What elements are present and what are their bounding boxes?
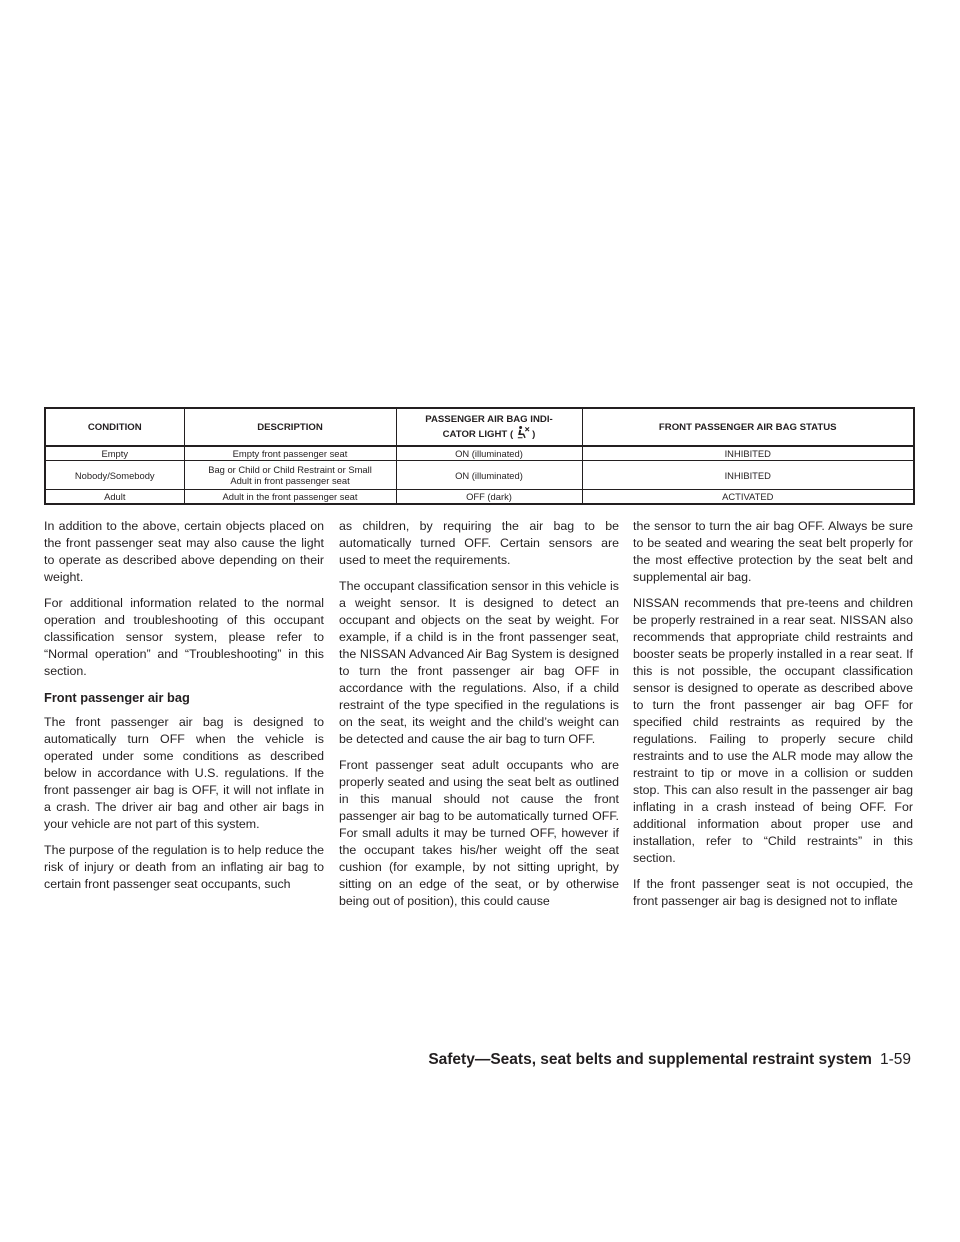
cell-indicator: ON (illuminated): [396, 461, 582, 490]
cell-status: ACTIVATED: [582, 490, 914, 505]
cell-status: INHIBITED: [582, 446, 914, 461]
cell-condition: Adult: [45, 490, 184, 505]
cell-description: Adult in the front passenger seat: [184, 490, 396, 505]
paragraph: as children, by requiring the air bag to be automatically turned OFF. Certain sensors are used to meet the requirements.: [339, 519, 619, 567]
section-heading: Front passenger air bag: [44, 690, 190, 705]
cell-condition: Nobody/Somebody: [45, 461, 184, 490]
airbag-status-table: [44, 407, 915, 505]
header-indicator-line2-prefix: CATOR LIGHT (: [442, 429, 514, 440]
table-row: [45, 461, 914, 490]
table-row: [45, 490, 914, 505]
header-indicator-line1: PASSENGER AIR BAG INDI-: [425, 414, 553, 425]
paragraph: NISSAN recommends that pre-teens and children be properly restrained in a rear seat. NISSAN also recommends that appropriate child restraints and booster seats be properly installed in a rear seat. If this is not possible, the occupant classification sensor is designed to operate as described above to turn the front passenger air bag OFF for specified child restraints as required by the regulations. Failing to properly secure child restraints and to use the ALR mode may allow the restraint to tip or move in a collision or sudden stop. This can also result in the passenger air bag inflating in a crash instead of being OFF. For additional information about proper use and installation, refer to “Child restraints” in this section.: [633, 596, 913, 865]
cell-indicator: ON (illuminated): [396, 446, 582, 461]
cell-status: INHIBITED: [582, 461, 914, 490]
cell-description: Empty front passenger seat: [184, 446, 396, 461]
header-description: DESCRIPTION: [184, 408, 396, 446]
paragraph: the sensor to turn the air bag OFF. Always be sure to be seated and wearing the seat belt properly for the most effective protection by the seat belt and supplemental air bag.: [633, 519, 913, 584]
paragraph: Front passenger seat adult occupants who are properly seated and using the seat belt as outlined in this manual should not cause the front passenger air bag to be automatically turned OFF. For small adults it may be turned OFF, however if the occupant takes his/her weight off the seat cushion (for example, by not sitting upright, by sitting on an edge of the seat, or by otherwise being out of position), this could cause: [339, 758, 619, 908]
text-column-1: [44, 518, 324, 902]
paragraph: In addition to the above, certain objects placed on the front passenger seat may also cause the light to operate as described above depending on their weight.: [44, 519, 324, 584]
paragraph: If the front passenger seat is not occupied, the front passenger air bag is designed not to inflate: [633, 877, 913, 908]
paragraph: The front passenger air bag is designed to automatically turn OFF when the vehicle is operated under some conditions as described below in accordance with U.S. regulations. If the front passenger air bag is OFF, it will not inflate in a crash. The driver air bag and other air bags in your vehicle are not part of this system.: [44, 715, 324, 831]
table-header-row: [45, 408, 914, 446]
text-column-2: [339, 518, 619, 919]
header-indicator-light: [396, 408, 582, 446]
page-footer: [428, 1051, 911, 1069]
header-condition: CONDITION: [45, 408, 184, 446]
cell-indicator: OFF (dark): [396, 490, 582, 505]
cell-description: [184, 461, 396, 490]
paragraph: The occupant classification sensor in this vehicle is a weight sensor. It is designed to detect an occupant and objects on the seat by weight. For example, if a child is in the front passenger seat, the NISSAN Advanced Air Bag System is designed to turn the front passenger air bag OFF in accordance with the regulations. Also, if a child restraint of the type specified in the regulations is on the seat, its weight and the child’s weight can be detected and cause the air bag to turn OFF.: [339, 579, 619, 746]
page-number: 1-59: [879, 1051, 911, 1068]
header-indicator-line2-suffix: ): [532, 429, 536, 440]
cell-description-line2: Adult in front passenger seat: [230, 475, 350, 486]
cell-condition: Empty: [45, 446, 184, 461]
cell-description-line1: Bag or Child or Child Restraint or Small: [208, 464, 372, 475]
header-status: FRONT PASSENGER AIR BAG STATUS: [582, 408, 914, 446]
text-column-3: [633, 518, 913, 919]
paragraph: The purpose of the regulation is to help reduce the risk of injury or death from an inflating air bag to certain front passenger seat occupants, such: [44, 843, 324, 891]
footer-section-title: Safety—Seats, seat belts and supplemental restraint system: [428, 1051, 872, 1068]
passenger-airbag-off-icon: [515, 425, 530, 440]
paragraph: For additional information related to the normal operation and troubleshooting of this occupant classification sensor system, please refer to “Normal operation” and “Troubleshooting” in this section.: [44, 596, 324, 678]
table-row: [45, 446, 914, 461]
